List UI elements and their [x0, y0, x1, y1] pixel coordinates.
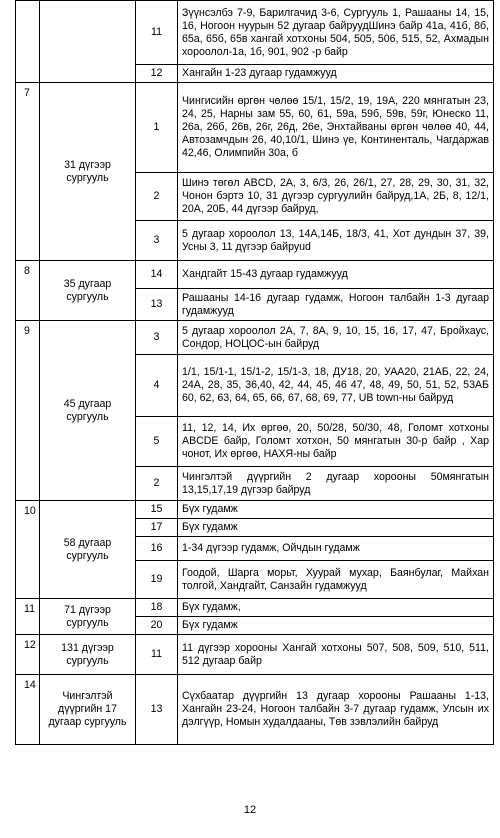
school-name: 31 дүгээр сургууль — [40, 83, 136, 261]
row-index — [16, 1, 40, 83]
khoroo-number: 11 — [136, 635, 178, 675]
school-name: 71 дүгээр сургууль — [40, 599, 136, 635]
khoroo-number: 3 — [136, 221, 178, 261]
table-row — [16, 675, 494, 745]
address-text: Бүх гудамж, — [178, 599, 494, 617]
row-index: 12 — [16, 635, 40, 675]
address-text: Чингэлтэй дүүргийн 2 дугаар хорооны 50мянгатын 13,15,17,19 дүгээр байруд — [178, 467, 494, 501]
address-text: Хангайн 1-23 дугаар гудамжууд — [178, 65, 494, 83]
table-row — [16, 321, 494, 355]
address-text: Сүхбаатар дүүргийн 13 дугаар хорооны Рашааны 1-13, Хангайн 23-24, Ногоон талбайн 3-7 дугаар гудамж, Улсын их дэлгүүр, Номын худалдааны, Төв зэвлэлийн байруд — [178, 675, 494, 745]
address-text: Хандгайт 15-43 дугаар гудамжууд — [178, 261, 494, 289]
table-row — [16, 599, 494, 617]
khoroo-number: 4 — [136, 355, 178, 417]
khoroo-number: 2 — [136, 173, 178, 221]
school-name: Чингэлтэй дүүргийн 17 дугаар сургууль — [40, 675, 136, 745]
table-row — [16, 83, 494, 173]
page-number: 12 — [243, 804, 257, 816]
khoroo-number: 19 — [136, 561, 178, 599]
address-text: Бүх гудамж — [178, 617, 494, 635]
address-text: Бүх гудамж — [178, 501, 494, 519]
khoroo-number: 5 — [136, 417, 178, 467]
khoroo-number: 11 — [136, 1, 178, 65]
row-index: 8 — [16, 261, 40, 321]
address-text: 11 дүгээр хорооны Хангай хотхоны 507, 508, 509, 510, 511, 512 дугаар байр — [178, 635, 494, 675]
khoroo-number: 15 — [136, 501, 178, 519]
school-name — [40, 1, 136, 83]
school-name: 58 дугаар сургууль — [40, 501, 136, 599]
khoroo-number: 2 — [136, 467, 178, 501]
table-row — [16, 1, 494, 65]
khoroo-number: 13 — [136, 675, 178, 745]
address-text: Рашааны 14-16 дугаар гудамж, Ногоон талбайн 1-3 дугаар гудамжууд — [178, 289, 494, 321]
address-text: Шинэ төгөл ABCD, 2А, 3, 6/3, 26, 26/1, 27, 28, 29, 30, 31, 32, Чонон бэртэ 10, 31 дүгээр сургуулийн байруд,1А, 2Б, 8, 12/1, 20А, 20Б, 44 дүгээр байруд, — [178, 173, 494, 221]
khoroo-number: 18 — [136, 599, 178, 617]
table-row — [16, 261, 494, 289]
address-table — [15, 0, 494, 745]
khoroo-number: 1 — [136, 83, 178, 173]
address-text: 11, 12, 14, Их өргөө, 20, 50/28, 50/30, 48, Голомт хотхоны ABCDE байр, Голомт хотхон, 50 мянгатын 30-р байр , Хар чонот, Их өргөө, НАХЯ-ны байр — [178, 417, 494, 467]
address-text: Гоодой, Шарга морьт, Хуурай мухар, Баянбулаг, Майхан толгой, Хандгайт, Санзайн гудамжууд — [178, 561, 494, 599]
row-index: 7 — [16, 83, 40, 261]
address-text: 5 дугаар хороолол 13, 14А,14Б, 18/3, 41, Хот дундын 37, 39, Усны 3, 11 дүгээр байруud — [178, 221, 494, 261]
khoroo-number: 16 — [136, 537, 178, 561]
school-name: 45 дугаар сургууль — [40, 321, 136, 501]
address-text: 1-34 дүгээр гудамж, Ойчдын гудамж — [178, 537, 494, 561]
row-index: 14 — [16, 675, 40, 745]
table-row — [16, 635, 494, 675]
school-name: 35 дугаар сургууль — [40, 261, 136, 321]
khoroo-number: 12 — [136, 65, 178, 83]
row-index: 11 — [16, 599, 40, 635]
address-text: Зүүнсэлбэ 7-9, Барилгачид 3-6, Сургууль 1, Рашааны 14, 15, 16, Ногоон нуурын 52 дугаар байруудШинэ байр 41а, 41б, 8б, 65а, 65б, 65в хангай хотхоны 504, 505, 506, 515, 52, Ахмадын хороолол-1а, 1б, 901, 902 -р байр — [178, 1, 494, 65]
row-index: 10 — [16, 501, 40, 599]
khoroo-number: 14 — [136, 261, 178, 289]
address-text: 5 дугаар хороолол 2А, 7, 8А, 9, 10, 15, 16, 17, 47, Бройхаус, Сондор, НОЦОС-ын байруд — [178, 321, 494, 355]
row-index: 9 — [16, 321, 40, 501]
address-text: 1/1, 15/1-1, 15/1-2, 15/1-3, 18, ДУ18, 20, УАА20, 21АБ, 22, 24, 24А, 28, 35, 36,40, 42, 44, 45, 46 47, 48, 49, 50, 51, 52, 53АБ 60, 62, 63, 64, 65, 66, 67, 68, 69, 77, UB town-ны байруд — [178, 355, 494, 417]
address-text: Бүх гудамж — [178, 519, 494, 537]
khoroo-number: 3 — [136, 321, 178, 355]
khoroo-number: 17 — [136, 519, 178, 537]
address-text: Чингисийн өргөн чөлөө 15/1, 15/2, 19, 19А, 220 мянгатын 23, 24, 25, Нарны зам 55, 60, 61, 59а, 59б, 59в, 59г, Юнеско 11, 26а, 26б, 26в, 26г, 26д, 26е, Энхтайваны өргөн чөлөө 40, 44, Автозамчдын 26, 40,10/1, Шинэ үе, Континенталь, Чагдаржав 42,46, Олимпийн 30а, б — [178, 83, 494, 173]
khoroo-number: 20 — [136, 617, 178, 635]
table-row — [16, 501, 494, 519]
khoroo-number: 13 — [136, 289, 178, 321]
school-name: 131 дүгээр сургууль — [40, 635, 136, 675]
